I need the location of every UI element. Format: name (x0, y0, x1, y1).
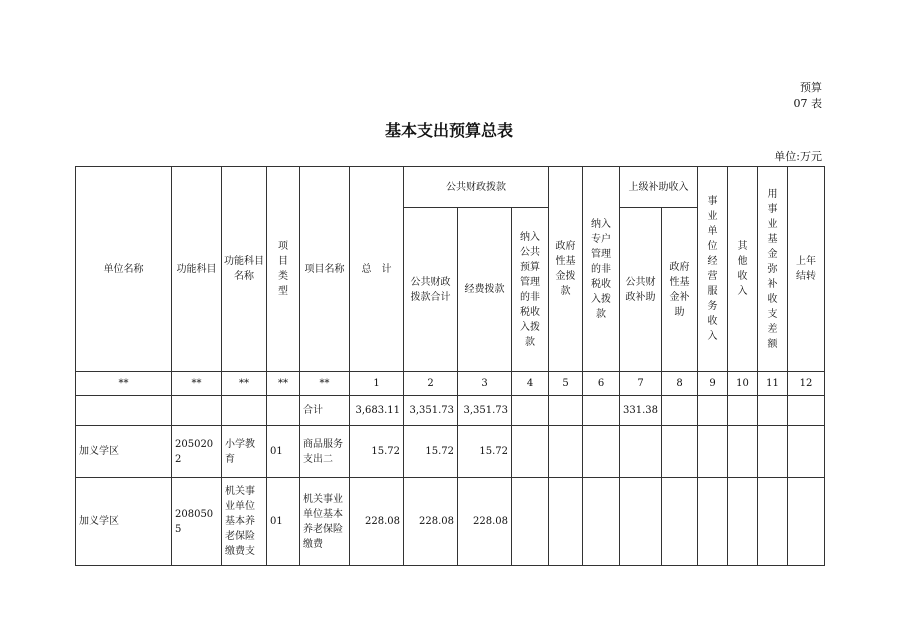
total-row (76, 396, 825, 426)
header-other-income: 其他收入 (728, 167, 758, 372)
header-business-income: 事业单位经营服务收入 (698, 167, 728, 372)
index-cell: 5 (549, 372, 583, 396)
header-func-code: 功能科目 (172, 167, 222, 372)
header-proj-name: 项目名称 (300, 167, 350, 372)
index-cell: 6 (583, 372, 620, 396)
total-total: 3,683.11 (350, 396, 404, 426)
table-row (76, 426, 825, 478)
index-cell: ** (222, 372, 267, 396)
page-title: 基本支出预算总表 (384, 121, 513, 140)
unit-label: 单位:万元 (774, 150, 822, 163)
header-carryover: 上年结转 (788, 167, 825, 372)
header-gov-fund: 政府性基金拨款 (549, 167, 583, 372)
index-cell: ** (172, 372, 222, 396)
index-cell: 8 (662, 372, 698, 396)
budget-table (75, 166, 825, 566)
total-pf-funds: 3,351.73 (458, 396, 512, 426)
row-func-name: 机关事业单位基本养老保险缴费支 (222, 478, 267, 566)
form-code-line2: 07 表 (793, 97, 822, 110)
header-pf-nontax: 纳入公共预算管理的非税收入拨款 (512, 208, 549, 372)
row-pf-total: 15.72 (404, 426, 458, 478)
index-row (76, 372, 825, 396)
index-cell: ** (267, 372, 300, 396)
row-type: 01 (267, 426, 300, 478)
header-pf-funds: 经费拨款 (458, 208, 512, 372)
index-cell: 11 (758, 372, 788, 396)
row-total: 15.72 (350, 426, 404, 478)
index-cell: 9 (698, 372, 728, 396)
header-us-gov-fund: 政府性基金补助 (662, 208, 698, 372)
index-cell: 10 (728, 372, 758, 396)
row-pf-funds: 15.72 (458, 426, 512, 478)
header-public-fiscal: 公共财政拨款 (404, 167, 549, 208)
header-func-name: 功能科目名称 (222, 167, 267, 372)
header-unit-name: 单位名称 (76, 167, 172, 372)
row-type: 01 (267, 478, 300, 566)
index-cell: ** (76, 372, 172, 396)
index-cell: 7 (620, 372, 662, 396)
row-unit: 加义学区 (76, 426, 172, 478)
row-proj: 商品服务支出二 (300, 426, 350, 478)
header-special-nontax: 纳入专户管理的非税收入拨款 (583, 167, 620, 372)
index-cell: 3 (458, 372, 512, 396)
header-us-public: 公共财政补助 (620, 208, 662, 372)
form-code-line1: 预算 (800, 81, 822, 94)
total-label: 合计 (300, 396, 350, 426)
header-upper-subsidy: 上级补助收入 (620, 167, 698, 208)
total-pf-total: 3,351.73 (404, 396, 458, 426)
row-proj: 机关事业单位基本养老保险缴费 (300, 478, 350, 566)
row-code: 2080505 (172, 478, 222, 566)
index-cell: ** (300, 372, 350, 396)
index-cell: 4 (512, 372, 549, 396)
index-cell: 12 (788, 372, 825, 396)
row-func-name: 小学教育 (222, 426, 267, 478)
header-fund-balance: 用事业基金弥补收支差额 (758, 167, 788, 372)
header-proj-type: 项目类型 (267, 167, 300, 372)
table-row (76, 478, 825, 566)
index-cell: 1 (350, 372, 404, 396)
index-cell: 2 (404, 372, 458, 396)
header-total: 总 计 (350, 167, 404, 372)
row-pf-funds: 228.08 (458, 478, 512, 566)
row-pf-total: 228.08 (404, 478, 458, 566)
total-us-public: 331.38 (620, 396, 662, 426)
row-code: 2050202 (172, 426, 222, 478)
row-unit: 加义学区 (76, 478, 172, 566)
row-total: 228.08 (350, 478, 404, 566)
header-pf-total: 公共财政拨款合计 (404, 208, 458, 372)
